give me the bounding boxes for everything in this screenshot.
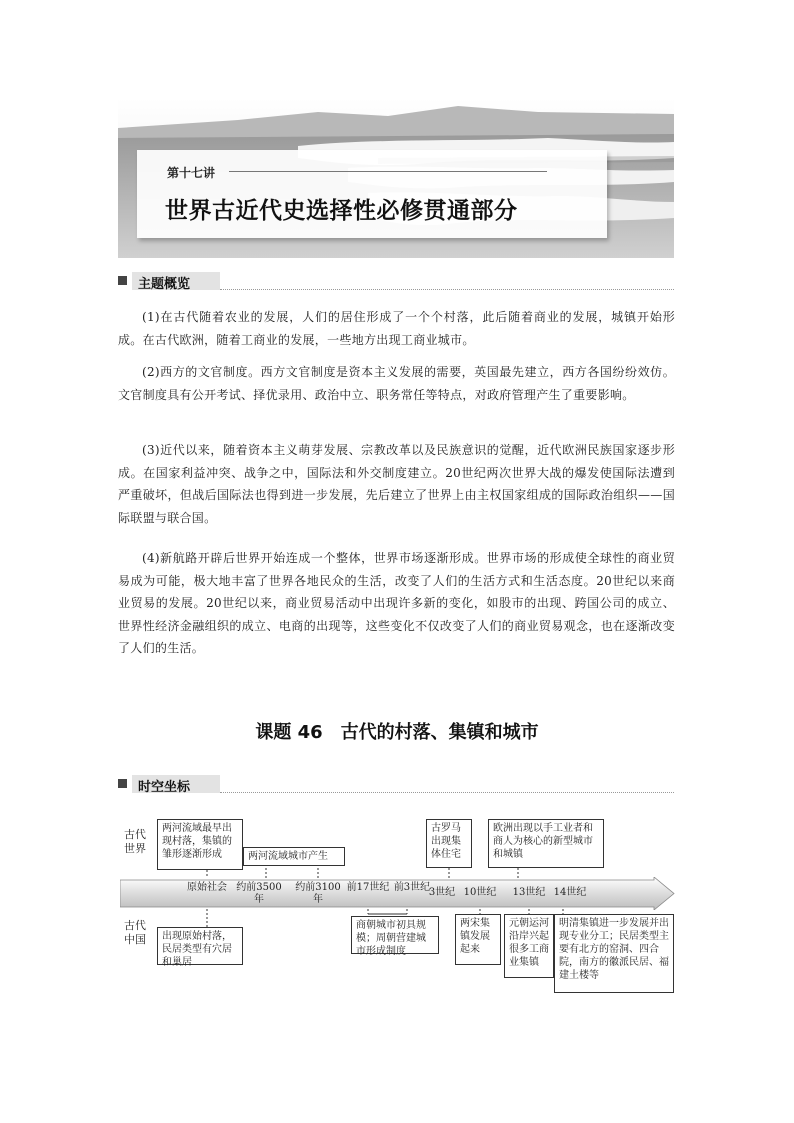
world-event-box: 两河流域城市产生 xyxy=(243,847,345,866)
timeline-node: 3世纪 xyxy=(428,887,456,898)
world-event-box: 两河流域最早出现村落，集镇的雏形逐渐形成 xyxy=(157,819,243,870)
square-bullet-icon xyxy=(118,779,127,788)
lecture-title: 世界古近代史选择性必修贯通部分 xyxy=(165,198,518,224)
china-event-box: 两宋集镇发展起来 xyxy=(455,914,501,965)
timeline-diagram xyxy=(118,812,678,997)
timeline-node: 约前3500年 xyxy=(236,882,282,905)
timeline-node: 14世纪 xyxy=(553,887,587,898)
timeline-node: 前17世纪 xyxy=(346,882,390,893)
overview-paragraph-3: (3)近代以来，随着资本主义萌芽发展、宗教改革以及民族意识的觉醒，近代欧洲民族国家逐步形成。在国家利益冲突、战争之中，国际法和外交制度建立。20世纪两次世界大战的爆发使国际法遭到严重破坏，但战后国际法也得到进一步发展，先后建立了世界上由主权国家组成的国际政治组织——国际联盟与联合国。 xyxy=(118,443,675,525)
timeline-node: 约前3100年 xyxy=(295,882,341,905)
overview-paragraph-2: (2)西方的文官制度。西方文官制度是资本主义发展的需要，英国最先建立，西方各国纷纷效仿。文官制度具有公开考试、择优录用、政治中立、职务常任等特点，对政府管理产生了重要影响。 xyxy=(118,365,675,402)
china-event-box: 商朝城市初具规模；周朝营建城市形成制度 xyxy=(351,916,439,954)
china-event-box: 元朝运河沿岸兴起很多工商业集镇 xyxy=(504,914,554,978)
china-event-box: 明清集镇进一步发展并出现专业分工；民居类型主要有北方的窑洞、四合院，南方的徽派民居、福建土楼等 xyxy=(554,914,674,993)
lecture-divider xyxy=(229,171,547,172)
timeline-node: 前3世纪 xyxy=(393,882,431,893)
row-label-world: 古代世界 xyxy=(124,828,146,855)
row-label-china: 古代中国 xyxy=(124,919,146,946)
timeline-node: 13世纪 xyxy=(512,887,546,898)
overview-paragraph-1: (1)在古代随着农业的发展，人们的居住形成了一个个村落，此后随着商业的发展，城镇开始形成。在古代欧洲，随着工商业的发展，一些地方出现工商业城市。 xyxy=(118,310,675,347)
timeline-node: 10世纪 xyxy=(463,887,497,898)
world-event-box: 古罗马出现集体住宅 xyxy=(426,819,472,868)
square-bullet-icon xyxy=(118,276,127,285)
overview-paragraph-4: (4)新航路开辟后世界开始连成一个整体，世界市场逐渐形成。世界市场的形成使全球性的商业贸易成为可能，极大地丰富了世界各地民众的生活，改变了人们的生活方式和生活态度。20世纪以来商业贸易的发展。20世纪以来，商业贸易活动中出现许多新的变化，如股市的出现、跨国公司的成立、世界性经济金融组织的成立、电商的出现等，这些变化不仅改变了人们的商业贸易观念，也在逐渐改变了人们的生活。 xyxy=(118,551,675,655)
timeline-node: 原始社会 xyxy=(187,882,227,893)
timeline-heading xyxy=(118,775,674,793)
china-event-box: 出现原始村落，民居类型有穴居和巢居 xyxy=(157,927,243,965)
overview-heading xyxy=(118,272,674,290)
lecture-number: 第十七讲 xyxy=(167,166,216,180)
overview-heading-label: 主题概览 xyxy=(138,277,191,292)
topic-title: 课题 46 古代的村落、集镇和城市 xyxy=(255,722,539,743)
lecture-title-card xyxy=(137,150,607,238)
timeline-heading-label: 时空坐标 xyxy=(138,780,191,795)
world-event-box: 欧洲出现以手工业者和商人为核心的新型城市和城镇 xyxy=(488,819,604,868)
